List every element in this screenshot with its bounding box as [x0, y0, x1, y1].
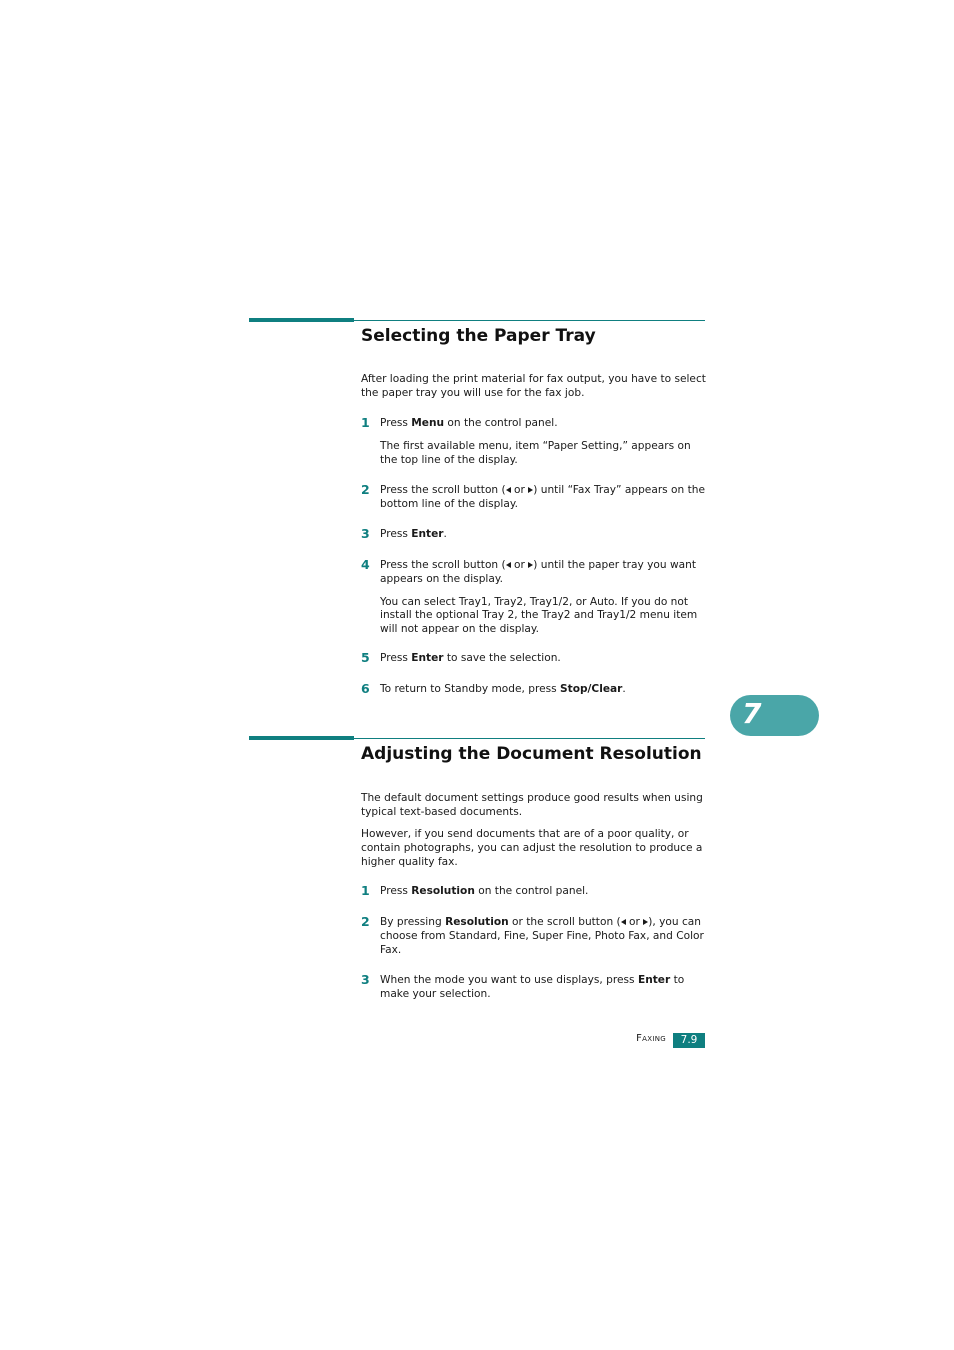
step-text: Press Menu on the control panel. — [380, 417, 558, 429]
step-text: Press the scroll button ( or ) until the paper tray you want appears on the display. — [380, 559, 696, 585]
section-rule-thin — [354, 738, 705, 739]
step-item — [361, 652, 707, 666]
intro-paragraph: After loading the print material for fax output, you have to select the paper tray you will use for the fax job. — [361, 373, 706, 399]
step-item — [361, 417, 707, 467]
step-number: 5 — [361, 650, 370, 665]
step-number: 2 — [361, 482, 370, 497]
footer-chapter-label: Faxing — [636, 1033, 666, 1044]
step-item — [361, 885, 707, 899]
step-number: 1 — [361, 415, 370, 430]
step-number: 6 — [361, 681, 370, 696]
section-title-document-resolution: Adjusting the Document Resolution — [361, 744, 702, 764]
step-number: 2 — [361, 914, 370, 929]
step-number: 1 — [361, 883, 370, 898]
page-number: 7.9 — [673, 1033, 705, 1048]
step-text: Press Resolution on the control panel. — [380, 885, 589, 897]
section-rule-thin — [354, 320, 705, 321]
step-text: Press the scroll button ( or ) until “Fax Tray” appears on the bottom line of the display. — [380, 484, 706, 510]
step-note: You can select Tray1, Tray2, Tray1/2, or Auto. If you do not install the optional Tray 2, the Tray2 and Tray1/2 menu item will not appear on the display. — [380, 595, 698, 636]
paragraph: The default document settings produce good results when using typical text-based documents. — [361, 792, 703, 818]
step-item — [361, 559, 707, 637]
chapter-tab — [730, 695, 819, 736]
step-item — [361, 974, 707, 1002]
paragraph: However, if you send documents that are of a poor quality, or contain photographs, you can adjust the resolution to produce a higher quality fax. — [361, 828, 703, 868]
section-rule-thick — [249, 736, 354, 740]
chapter-number: 7 — [742, 697, 762, 730]
step-text: By pressing Resolution or the scroll button ( or ), you can choose from Standard, Fine, Super Fine, Photo Fax, and Color Fax. — [380, 916, 704, 956]
step-text: When the mode you want to use displays, press Enter to make your selection. — [380, 974, 685, 1000]
step-note: The first available menu, item “Paper Setting,” appears on the top line of the display. — [380, 439, 691, 466]
step-number: 4 — [361, 557, 370, 572]
step-text: Press Enter. — [380, 528, 447, 540]
section-rule-thick — [249, 318, 354, 322]
step-number: 3 — [361, 972, 370, 987]
section-title-paper-tray: Selecting the Paper Tray — [361, 326, 596, 346]
step-item — [361, 528, 707, 542]
step-item — [361, 484, 707, 512]
step-text: Press Enter to save the selection. — [380, 652, 561, 664]
step-item — [361, 916, 707, 957]
step-text: To return to Standby mode, press Stop/Clear. — [380, 683, 626, 695]
step-number: 3 — [361, 526, 370, 541]
step-item — [361, 683, 707, 697]
